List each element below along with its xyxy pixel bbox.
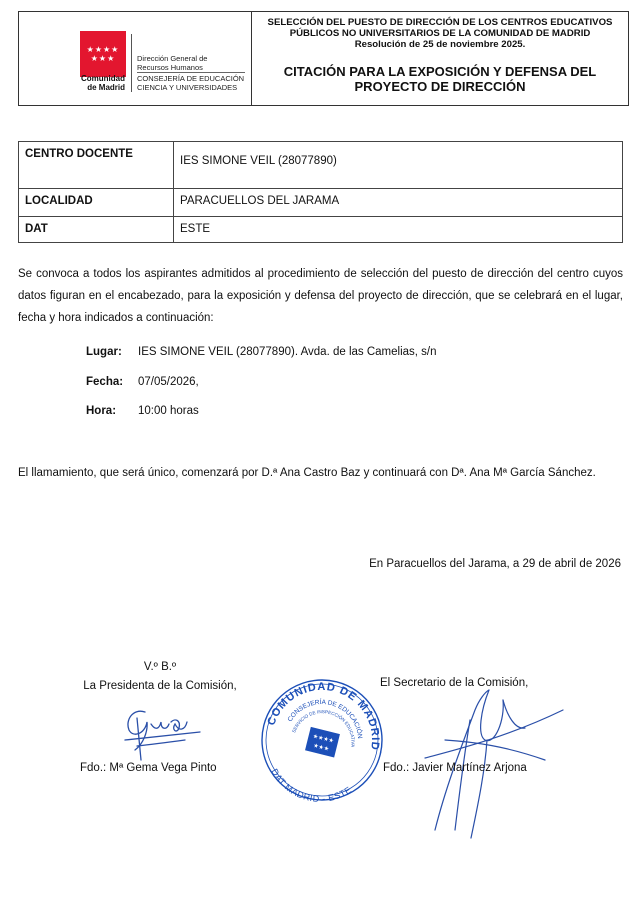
stamp-bottom-text: DAT MADRID - ESTE [269, 767, 354, 804]
document-title: CITACIÓN PARA LA EXPOSICIÓN Y DEFENSA DEL PROYECTO DE DIRECCIÓN [283, 64, 597, 94]
date-label: Fecha: [86, 376, 124, 388]
stamp-outer-text: COMUNIDAD DE MADRID [265, 680, 382, 752]
document-header [18, 11, 629, 106]
selection-heading: SELECCIÓN DEL PUESTO DE DIRECCIÓN DE LOS CENTROS EDUCATIVOS PÚBLICOS NO UNIVERSITARIOS DE LA COMUNIDAD DE MADRID Resolución de 25 de noviembre 2025. [252, 17, 628, 50]
svg-text:★★★: ★★★ [312, 742, 330, 753]
place-value: IES SIMONE VEIL (28077890). Avda. de las Camelias, s/n [138, 346, 437, 358]
title-block [252, 12, 628, 105]
secretary-signature-icon [415, 680, 565, 840]
secretary-name: Fdo.: Javier Martínez Arjona [383, 762, 527, 774]
intro-paragraph: Se convoca a todos los aspirantes admitidos al procedimiento de selección del puesto de dirección del centro cuyos datos figuran en el encabezado, para la exposición y defensa del proyecto de dirección, que se celebrará en el lugar, fecha y hora indicados a continuación: [18, 268, 623, 324]
brand-name: Comunidad de Madrid [81, 74, 125, 92]
row-label: DAT [19, 217, 174, 243]
vobo-label: V.º B.º [143, 661, 177, 673]
place-and-date: En Paracuellos del Jarama, a 29 de abril de 2026 [369, 558, 621, 570]
ministry-name: CONSEJERÍA DE EDUCACIÓN CIENCIA Y UNIVERSIDADES [137, 74, 245, 92]
logo-divider [131, 34, 132, 92]
call-paragraph: El llamamiento, que será único, comenzará por D.ª Ana Castro Baz y continuará con Dª. Ana Mª García Sánchez. [18, 467, 596, 479]
svg-text:DAT MADRID - ESTE [264, 765, 355, 812]
president-name: Fdo.: Mª Gema Vega Pinto [80, 762, 217, 774]
stamp-inner-text-1: CONSEJERÍA DE EDUCACIÓN [286, 698, 364, 740]
date-value: 07/05/2026, [138, 376, 199, 388]
place-label: Lugar: [86, 346, 122, 358]
logo-separator [137, 72, 245, 73]
table-row [19, 217, 623, 243]
place-line [86, 346, 437, 358]
madrid-flag-icon: ★★★★ ★★★ [80, 31, 126, 77]
row-value: PARACUELLOS DEL JARAMA [174, 189, 623, 217]
table-row [19, 189, 623, 217]
table-row [19, 142, 623, 189]
row-value: IES SIMONE VEIL (28077890) [174, 142, 623, 189]
president-signature-icon [115, 700, 215, 765]
logo-block [19, 12, 252, 105]
president-title: La Presidenta de la Comisión, [83, 680, 237, 692]
stamp-inner-text-2: SERVICIO DE INSPECCIÓN EDUCATIVA [291, 709, 356, 748]
row-label: CENTRO DOCENTE [19, 142, 174, 189]
center-info-table [18, 141, 623, 243]
svg-text:★★★★: ★★★★ [312, 732, 335, 745]
date-line [86, 376, 199, 388]
row-label: LOCALIDAD [19, 189, 174, 217]
time-line [86, 405, 199, 417]
secretary-title: El Secretario de la Comisión, [380, 677, 529, 689]
time-label: Hora: [86, 405, 117, 417]
resolution-line: Resolución de 25 de noviembre 2025. [354, 39, 526, 50]
president-block [60, 658, 260, 696]
directorate-name: Dirección General de Recursos Humanos [137, 54, 208, 72]
row-value: ESTE [174, 217, 623, 243]
official-stamp-icon [258, 666, 384, 814]
time-value: 10:00 horas [138, 405, 199, 417]
